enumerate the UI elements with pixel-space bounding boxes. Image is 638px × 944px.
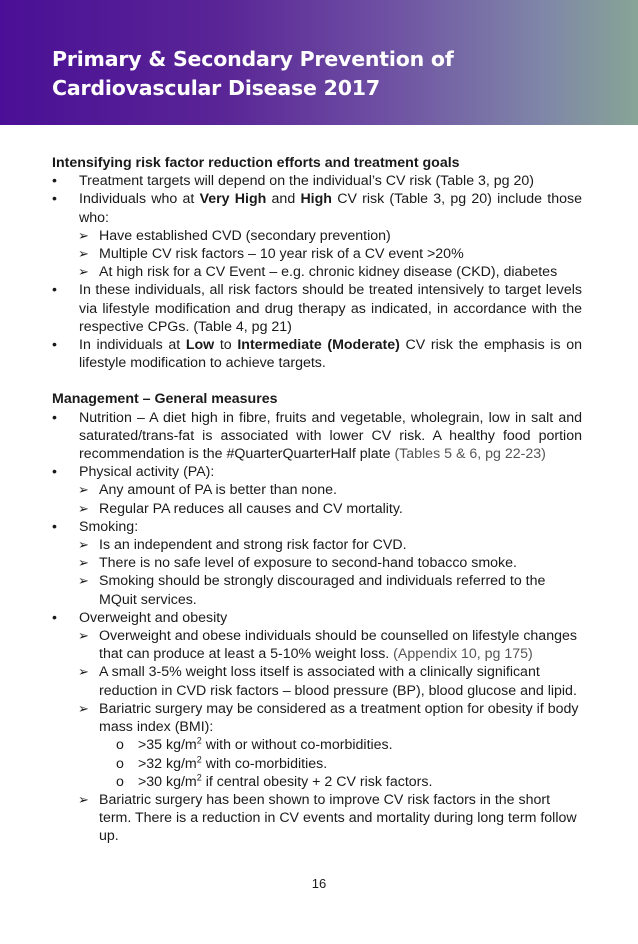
circle-bullet-marker: o xyxy=(116,755,124,772)
page-title: Primary & Secondary Prevention of Cardiovascular Disease 2017 xyxy=(52,47,454,100)
bullet-marker: • xyxy=(52,609,57,626)
sub-list-item: ➢ Is an independent and strong risk factor for CVD. xyxy=(78,537,407,554)
arrow-bullet-icon: ➢ xyxy=(78,791,89,807)
list-item-physical-activity: • Physical activity (PA): xyxy=(52,464,215,481)
circle-bullet-marker: o xyxy=(116,773,124,790)
section-heading-risk-reduction: Intensifying risk factor reduction efforts and treatment goals xyxy=(52,155,460,171)
sub-list-item: ➢ Regular PA reduces all causes and CV mortality. xyxy=(78,500,403,517)
bullet-marker: • xyxy=(52,464,57,481)
arrow-bullet-icon: ➢ xyxy=(78,264,89,280)
sub-list-item: ➢ Have established CVD (secondary prevention) xyxy=(78,227,391,244)
bmi-criterion: o >35 $kg/m^2$ with or without co-morbidities. xyxy=(116,735,393,754)
list-item: • In individuals at Low to Intermediate (Moderate) CV risk the emphasis is on lifestyle modification to achieve targets. xyxy=(52,337,582,372)
page-number: 16 xyxy=(311,876,327,891)
bmi-criterion: o >32 $kg/m^2$ with co-morbidities. xyxy=(116,753,328,772)
sub-list-item: ➢ Bariatric surgery may be considered as a treatment option for obesity if body mass index (BMI): xyxy=(78,700,579,736)
list-item: • Treatment targets will depend on the individual’s CV risk (Table 3, pg 20) xyxy=(52,173,535,190)
sub-list-item: ➢ Overweight and obese individuals should be counselled on lifestyle changes that can produce at least a 5-10% weight loss. (Appendix 10, pg 175) xyxy=(78,628,577,663)
arrow-bullet-icon: ➢ xyxy=(78,537,89,553)
arrow-bullet-icon: ➢ xyxy=(78,664,89,680)
arrow-bullet-icon: ➢ xyxy=(78,628,89,644)
sub-list-item: ➢ Any amount of PA is better than none. xyxy=(78,482,337,499)
arrow-bullet-icon: ➢ xyxy=(78,227,89,243)
arrow-bullet-icon: ➢ xyxy=(78,500,89,516)
header-banner xyxy=(0,0,638,125)
bullet-marker: • xyxy=(52,282,57,299)
arrow-bullet-icon: ➢ xyxy=(78,573,89,589)
list-item-obesity: • Overweight and obesity xyxy=(52,609,228,626)
appendix-reference: (Appendix 10, pg 175) xyxy=(393,646,533,663)
list-item: • Individuals who at Very High and High CV risk (Table 3, pg 20) include those who: xyxy=(52,191,582,226)
arrow-bullet-icon: ➢ xyxy=(78,482,89,498)
section-heading-management: Management – General measures xyxy=(52,391,278,408)
document-body xyxy=(52,154,582,846)
arrow-bullet-icon: ➢ xyxy=(78,246,89,262)
list-item-smoking: • Smoking: xyxy=(52,518,139,535)
list-item-nutrition: • Nutrition – A diet high in fibre, fruits and vegetable, wholegrain, low in salt and saturated/trans-fat is associated with lower CV risk. A healthy food portion recommendation is the #QuarterQuarterHalf plate (Tables 5 & 6, pg 22-23) xyxy=(52,409,582,463)
sub-list-item: ➢ Smoking should be strongly discouraged and individuals referred to the MQuit services. xyxy=(78,573,546,608)
sub-list-item: ➢ Multiple CV risk factors – 10 year risk of a CV event >20% xyxy=(78,246,464,263)
bullet-marker: • xyxy=(52,191,57,208)
bullet-marker: • xyxy=(52,337,57,354)
bullet-marker: • xyxy=(52,518,57,535)
bullet-marker: • xyxy=(52,173,57,190)
arrow-bullet-icon: ➢ xyxy=(78,555,89,571)
bullet-marker: • xyxy=(52,409,57,426)
list-item: • In these individuals, all risk factors should be treated intensively to target levels via lifestyle modification and drug therapy as indicated, in accordance with the respective CPGs. (Table 4, pg 21) xyxy=(52,282,582,335)
table-reference: (Tables 5 & 6, pg 22-23) xyxy=(394,446,546,463)
circle-bullet-marker: o xyxy=(116,737,124,754)
sub-list-item: ➢ A small 3-5% weight loss itself is associated with a clinically significant reduction in CVD risk factors – blood pressure (BP), blood glucose and lipid. xyxy=(78,664,577,699)
arrow-bullet-icon: ➢ xyxy=(78,700,89,716)
bmi-criterion: o >30 $kg/m^2$ if central obesity + 2 CV risk factors. xyxy=(116,771,433,790)
sub-list-item: ➢ At high risk for a CV Event – e.g. chronic kidney disease (CKD), diabetes xyxy=(78,264,558,281)
sub-list-item: ➢ There is no safe level of exposure to second-hand tobacco smoke. xyxy=(78,555,517,572)
sub-list-item: ➢ Bariatric surgery has been shown to improve CV risk factors in the short term. There is a reduction in CV events and mortality during long term follow up. xyxy=(78,791,577,845)
